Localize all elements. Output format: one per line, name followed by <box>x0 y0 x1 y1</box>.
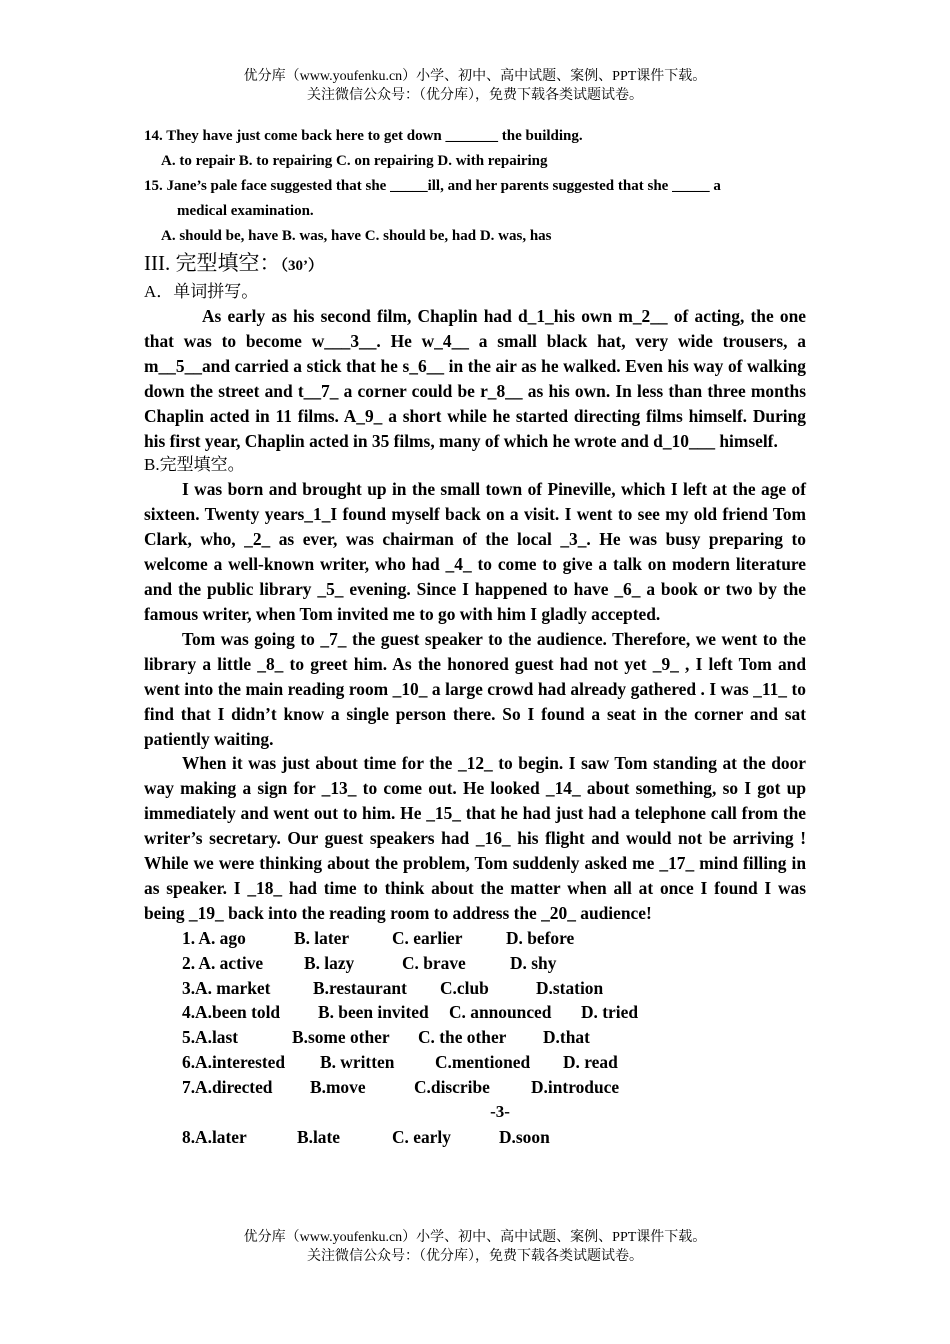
part-b-label: B.完型填空。 <box>144 455 245 475</box>
answer-options-continued <box>144 1125 806 1150</box>
answer-options <box>144 926 806 1100</box>
option-8b: B.late <box>297 1127 340 1147</box>
option-5a: 5.A.last <box>182 1027 239 1048</box>
options-row-2 <box>182 951 806 976</box>
option-6c: C.mentioned <box>435 1052 531 1073</box>
q14-stem: 14. They have just come back here to get down _______ the building. <box>144 128 583 144</box>
header-line-2: 关注微信公众号：（优分库），免费下载各类试题试卷。 <box>307 88 643 103</box>
option-5c: C. the other <box>418 1027 507 1048</box>
footer-line-1: 优分库（www.youfenku.cn）小学、初中、高中试题、案例、PPT课件下载。 <box>243 1230 707 1245</box>
option-2b: B. lazy <box>304 952 355 973</box>
option-4a: 4.A.been told <box>182 1002 281 1023</box>
option-2a: 2. A. active <box>182 952 264 973</box>
option-2d: D. shy <box>510 952 557 973</box>
option-7c: C.discribe <box>414 1077 490 1098</box>
options-row-1 <box>182 926 806 951</box>
option-1c: C. earlier <box>392 927 463 948</box>
options-row-8 <box>182 1125 806 1150</box>
option-1d: D. before <box>506 927 575 948</box>
options-row-6 <box>182 1050 806 1075</box>
section-3-title: III. 完型填空： <box>144 251 281 275</box>
question-15 <box>144 174 806 249</box>
option-4c: C. announced <box>449 1002 552 1023</box>
passage-b-paragraph-3: When it was just about time for the _12_ to begin. I saw Tom standing at the door way making a sign for _13_ to come out. He looked _14_ about something, so I got up immediately and went out to him. He _15_ that he had just had a telephone call from the writer’s secretary. Our guest speakers had _16_ his flight and would not be arriving ! While we were thinking about the problem, Tom suddenly asked me _17_ mind filling in as speaker. I _18_ had time to think about the matter when all at once I found I was being _19_ back into the reading room to address the _20_ audience! <box>144 753 806 923</box>
q15-options: A. should be, have B. was, have C. should be, had D. was, has <box>161 228 552 244</box>
option-1b: B. later <box>294 927 350 948</box>
page-number: -3- <box>490 1102 510 1122</box>
passage-b-paragraph-2: Tom was going to _7_ the guest speaker to the audience. Therefore, we went to the library a little _8_ to greet him. As the honored guest had not yet _9_ , I left Tom and went into the main reading room _10_ a large crowd had already gathered . I was _11_ to find that I didn’t know a single person there. So I found a seat in the corner and sat patiently waiting. <box>144 628 806 749</box>
options-row-3 <box>182 976 806 1001</box>
option-5b: B.some other <box>292 1027 390 1048</box>
document-body <box>144 124 806 1150</box>
option-4d: D. tried <box>581 1002 638 1023</box>
q15-stem-line2: medical examination. <box>177 203 314 219</box>
page-header <box>0 67 950 105</box>
option-6d: D. read <box>563 1052 618 1073</box>
option-5d: D.that <box>543 1027 590 1048</box>
page-footer <box>0 1228 950 1266</box>
option-4b: B. been invited <box>318 1002 429 1023</box>
option-6a: 6.A.interested <box>182 1052 286 1073</box>
option-3b: B.restaurant <box>313 977 407 998</box>
option-3a: 3.A. market <box>182 977 271 998</box>
header-line-1: 优分库（www.youfenku.cn）小学、初中、高中试题、案例、PPT课件下载。 <box>243 69 707 84</box>
option-1a: 1. A. ago <box>182 927 246 948</box>
options-row-5 <box>182 1025 806 1050</box>
question-14 <box>144 124 806 174</box>
options-row-7 <box>182 1075 806 1100</box>
section-3-heading <box>144 249 806 280</box>
q14-options: A. to repair B. to repairing C. on repairing D. with repairing <box>161 153 548 169</box>
passage-b-paragraph-1: I was born and brought up in the small town of Pineville, which I left at the age of sixteen. Twenty years_1_I found myself back on a visit. I went to see my old friend Tom Clark, who, _2_ as ever, was chairman of the local _3_. He was busy preparing to welcome a well-known writer, who had _4_ to come to give a talk on modern literature and the public library _5_ evening. Since I happened to have _6_ a book or two by the famous writer, when Tom invited me to go with him I gladly accepted. <box>144 479 806 624</box>
q15-stem-line1: 15. Jane’s pale face suggested that she _____ill, and her parents suggested that she _____ a <box>144 178 721 194</box>
option-7b: B.move <box>310 1077 366 1098</box>
section-3-points: （30’） <box>280 258 323 274</box>
option-7d: D.introduce <box>531 1077 620 1098</box>
options-row-4 <box>182 1000 806 1025</box>
option-3d: D.station <box>536 977 604 998</box>
option-6b: B. written <box>320 1052 395 1073</box>
option-2c: C. brave <box>402 952 466 973</box>
option-3c: C.club <box>440 977 489 998</box>
footer-line-2: 关注微信公众号：（优分库），免费下载各类试题试卷。 <box>307 1249 643 1264</box>
option-8d: D.soon <box>499 1127 550 1147</box>
option-8c: C. early <box>392 1127 451 1147</box>
passage-a: As early as his second film, Chaplin had d_1_his own m_2__ of acting, the one that was to become w___3__. He w_4__ a small black hat, very wide trousers, a m__5__and carried a stick that he s_6__ in the air as he walked. Even his way of walking down the street and t__7_ a corner could be r_8__ as his own. In less than three months Chaplin acted in 11 films. A_9_ a short while he started directing films himself. During his first year, Chaplin acted in 35 films, many of which he wrote and d_10___ himself. <box>144 306 806 451</box>
option-7a: 7.A.directed <box>182 1077 273 1098</box>
option-8a: 8.A.later <box>182 1127 247 1147</box>
part-a-label: A．单词拼写。 <box>144 282 259 301</box>
